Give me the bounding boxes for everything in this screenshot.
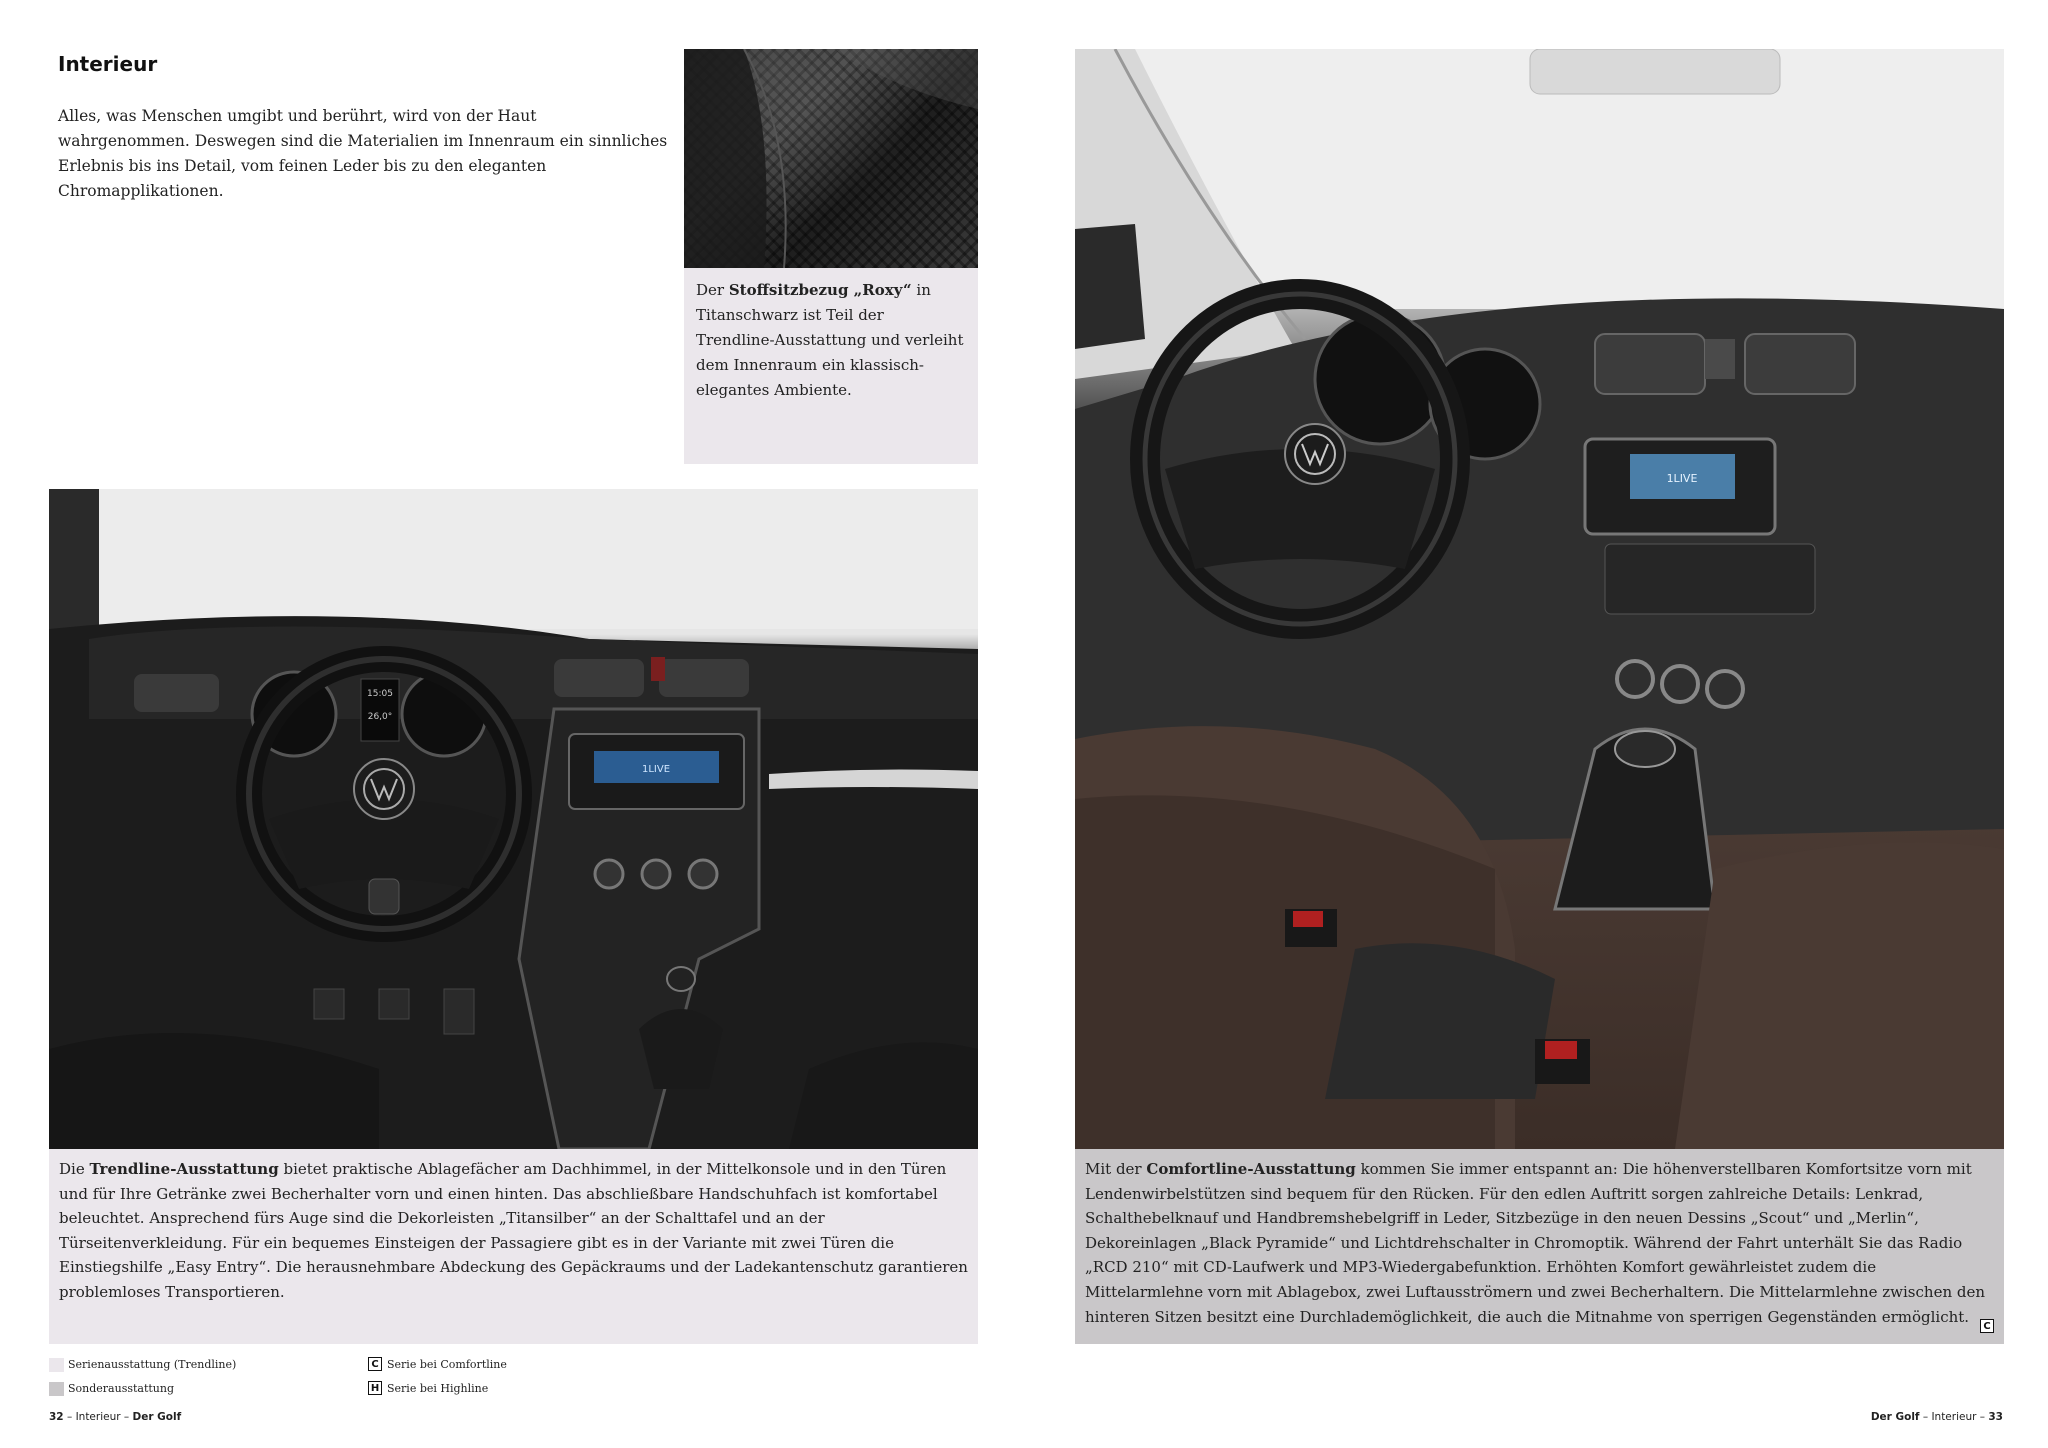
footer-right-section: Interieur bbox=[1931, 1411, 1977, 1423]
comfortline-caption-bold: Comfortline-Ausstattung bbox=[1146, 1160, 1356, 1178]
comfortline-caption-post: kommen Sie immer entspannt an: Die höhenverstellbaren Komfortsitze vorn mit Lendenwirbelstützen sind bequem für den Rücken. Für den edlen Auftritt sorgen zahlreiche Details: Lenkrad, Schalthebelknauf und Handbremshebelgriff in Leder, Sitzbezüge in den neuen Dessins „Scout“ und „Merlin“, Dekoreinlagen „Black Pyramide“ und Lichtdrehschalter in Chromoptik. Während der Fahrt unterhält Sie das Radio „RCD 210“ mit CD-Laufwerk und MP3-Wiedergabefunktion. Erhöhten Komfort gewährleistet zudem die Mittelarmlehne vorn mit Ablagebox, zwei Luftausströmern und zwei Becherhaltern. Die Mittelarmlehne zwischen den hinteren Sitzen besitzt eine Durchlademöglichkeit, die auch die Mitnahme von sperrigen Gegenständen ermöglicht. bbox=[1085, 1160, 1986, 1326]
footer-right-title: Der Golf bbox=[1870, 1411, 1920, 1423]
footer-right bbox=[1871, 1411, 2003, 1423]
fabric-caption-box bbox=[684, 268, 978, 464]
legend-sonder-label: Sonderausstattung bbox=[68, 1382, 175, 1395]
legend-sonder-swatch bbox=[49, 1382, 64, 1396]
legend-c-badge: C bbox=[368, 1357, 382, 1371]
footer-right-dash-2: – bbox=[1979, 1411, 1986, 1423]
legend-serien-label: Serienausstattung (Trendline) bbox=[68, 1358, 237, 1371]
legend-h-label: Serie bei Highline bbox=[387, 1382, 489, 1395]
footer-right-page-number: 33 bbox=[1988, 1411, 2003, 1423]
footer-right-dash-1: – bbox=[1922, 1411, 1929, 1423]
legend-serien-swatch bbox=[49, 1358, 64, 1372]
fabric-seat-photo bbox=[684, 49, 978, 268]
trendline-caption-bold: Trendline-Ausstattung bbox=[89, 1160, 279, 1178]
page-heading: Interieur bbox=[58, 52, 158, 76]
comfortline-caption bbox=[1075, 1149, 2004, 1344]
fabric-caption-pre: Der bbox=[696, 281, 729, 299]
footer-left bbox=[49, 1411, 181, 1423]
footer-left-dash-1: – bbox=[66, 1411, 73, 1423]
fabric-caption-post: in Titanschwarz ist Teil der Trendline-Ausstattung und verleiht dem Innenraum ein klassisch-elegantes Ambiente. bbox=[696, 281, 964, 399]
footer-left-title: Der Golf bbox=[132, 1411, 182, 1423]
comfortline-caption-pre: Mit der bbox=[1085, 1160, 1147, 1178]
trendline-caption-post: bietet praktische Ablagefächer am Dachhimmel, in der Mittelkonsole und in den Türen und für Ihre Getränke zwei Becherhalter vorn und einen hinten. Das abschließbare Handschuhfach ist komfortabel beleuchtet. Ansprechend fürs Auge sind die Dekorleisten „Titansilber“ an der Schalttafel und an der Türseitenverkleidung. Für ein bequemes Einsteigen der Passagiere gibt es in der Variante mit zwei Türen die Einstiegshilfe „Easy Entry“. Die herausnehmbare Abdeckung des Gepäckraums und der Ladekantenschutz garantieren problemloses Transportieren. bbox=[59, 1160, 968, 1301]
cluster-temp: 26,0° bbox=[367, 712, 393, 722]
radio-display-right: 1LIVE bbox=[1666, 472, 1698, 485]
cluster-time: 15:05 bbox=[367, 689, 393, 699]
footer-left-dash-2: – bbox=[123, 1411, 130, 1423]
fabric-caption bbox=[684, 268, 978, 413]
trendline-interior-photo bbox=[49, 489, 978, 1149]
fabric-caption-bold: Stoffsitzbezug „Roxy“ bbox=[728, 281, 912, 299]
intro-text: Alles, was Menschen umgibt und berührt, wird von der Haut wahrgenommen. Deswegen sind die Materialien im Innenraum ein sinnliches Erlebnis bis ins Detail, vom feinen Leder bis zu den eleganten Chromapplikationen. bbox=[58, 107, 668, 200]
footer-left-page-number: 32 bbox=[49, 1411, 64, 1423]
trendline-caption bbox=[49, 1149, 978, 1344]
trendline-caption-pre: Die bbox=[59, 1160, 90, 1178]
legend-h-badge: H bbox=[368, 1381, 382, 1395]
comfortline-interior-photo bbox=[1075, 49, 2004, 1149]
legend-c-label: Serie bei Comfortline bbox=[387, 1358, 507, 1371]
intro-paragraph bbox=[58, 104, 668, 204]
radio-display-left: 1LIVE bbox=[641, 764, 671, 775]
comfortline-badge: C bbox=[1980, 1319, 1994, 1333]
footer-left-section: Interieur bbox=[75, 1411, 121, 1423]
